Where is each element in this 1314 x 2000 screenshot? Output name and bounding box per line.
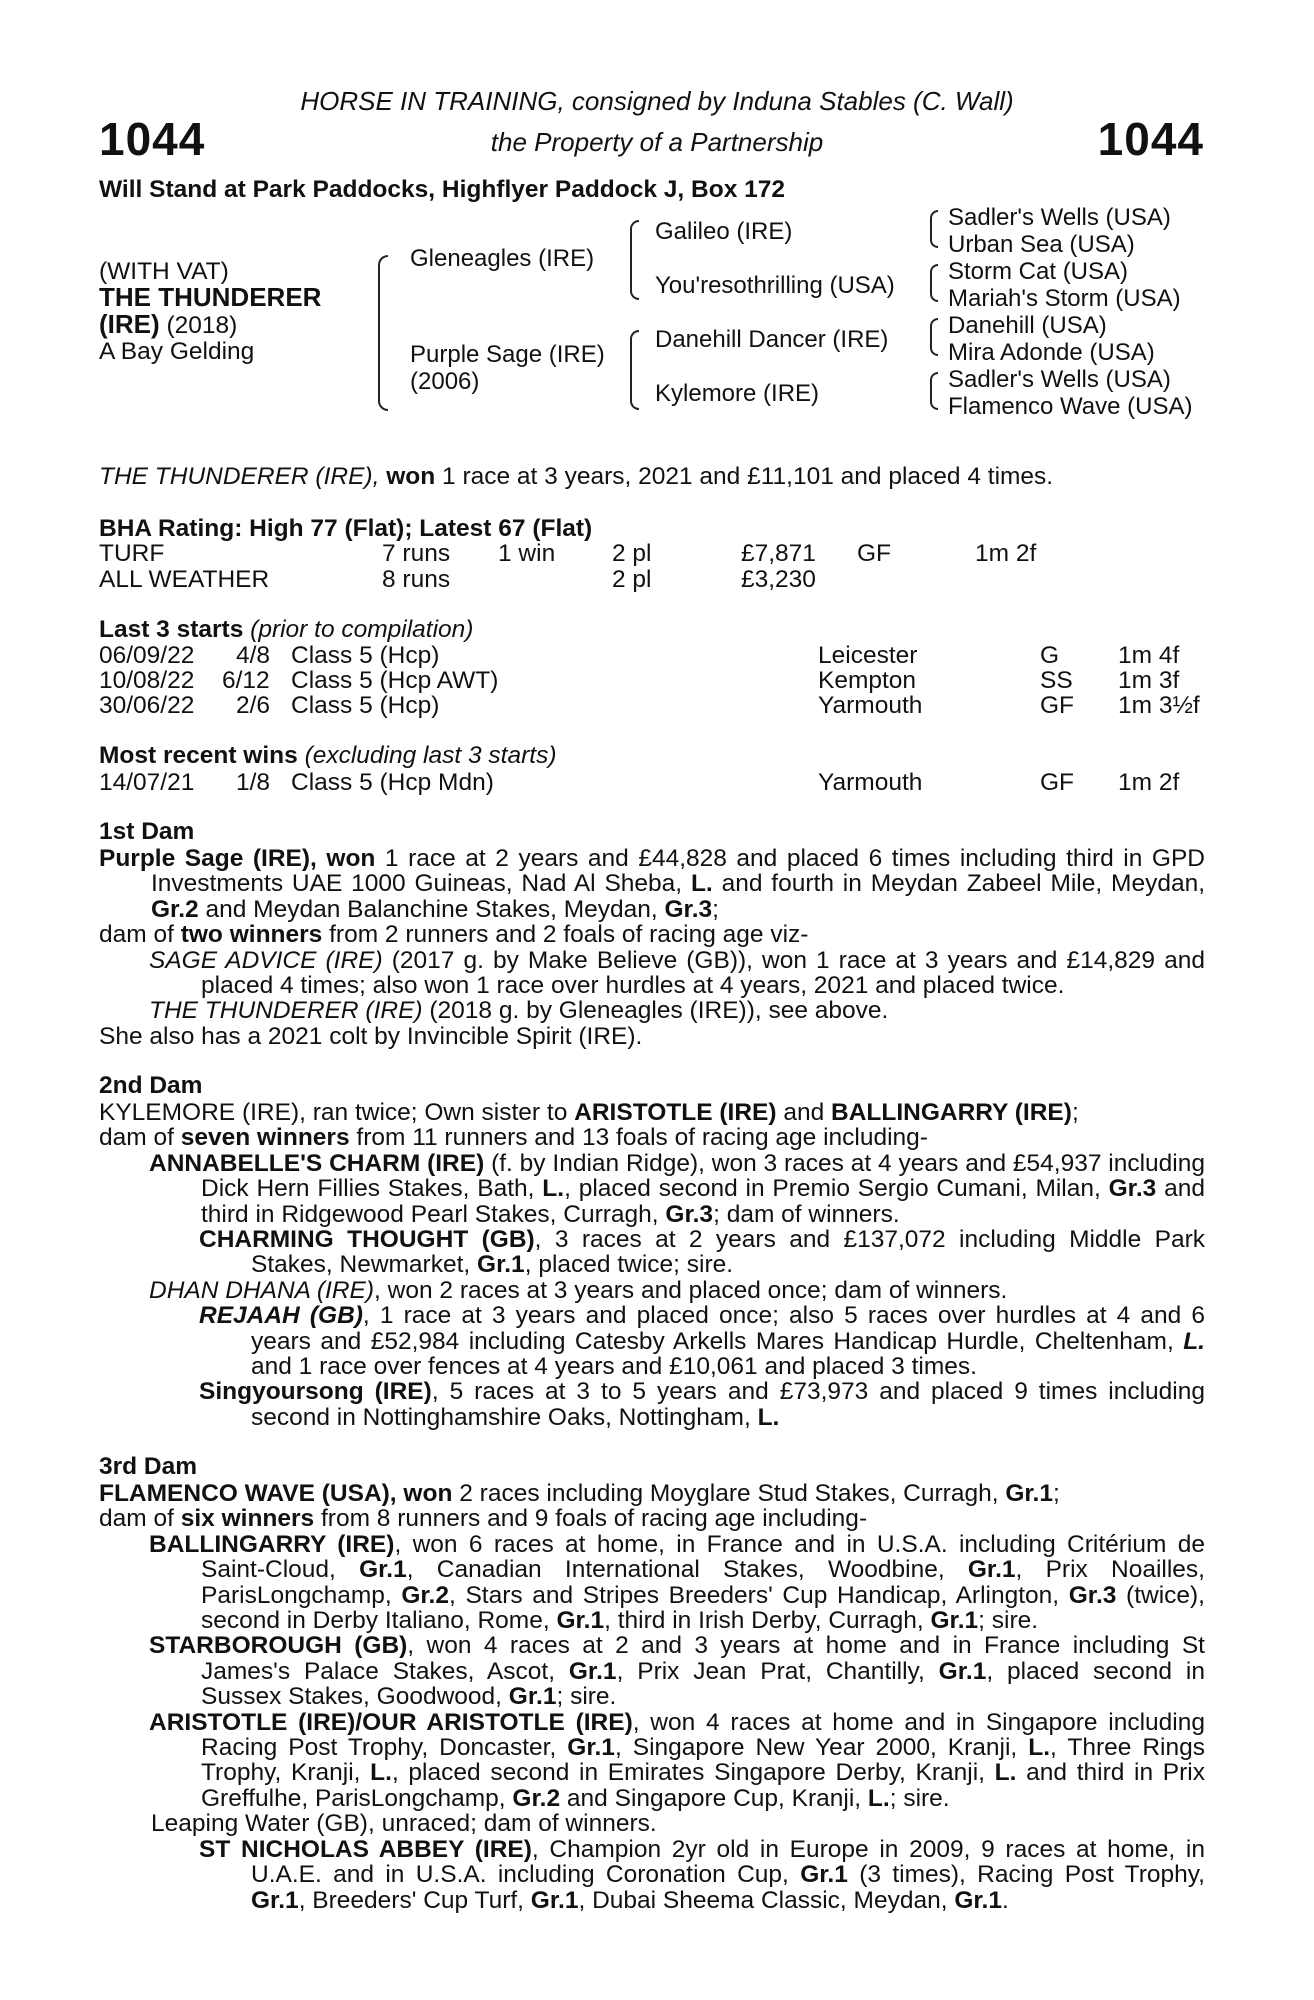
second-dam-record: [99, 1100, 1205, 1125]
text: ; sire.: [978, 1607, 1039, 1635]
pedigree-sire-dam: You'resothrilling (USA): [655, 272, 895, 299]
pedigree-sire: Gleneagles (IRE): [410, 245, 595, 272]
recent-title: Most recent wins: [99, 742, 298, 769]
win-distance: 1m 2f: [1118, 769, 1180, 796]
start-class: Class 5 (Hcp): [291, 642, 440, 669]
horse-origin: [99, 309, 238, 339]
summary-won: won: [386, 463, 436, 490]
group-mark: Gr.2: [151, 895, 199, 923]
rating-heading: BHA Rating: High 77 (Flat); Latest 67 (Flat): [99, 515, 593, 542]
text: and: [776, 1099, 832, 1126]
first-dam-record: [99, 846, 1205, 922]
text: .: [1002, 1886, 1009, 1914]
text: and fourth in Meydan Zabeel Mile, Meydan,: [712, 870, 1205, 898]
produce-name: ANNABELLE'S CHARM (IRE): [149, 1149, 485, 1177]
rating-turf-wins: 1 win: [498, 540, 556, 567]
rating-aw-runs: 8 runs: [382, 566, 451, 593]
group-mark: Gr.1: [568, 1657, 617, 1685]
produce-dhan-dhana: [99, 1278, 1205, 1303]
text: , Dubai Sheema Classic, Meydan,: [578, 1886, 955, 1914]
start-date: 06/09/22: [99, 642, 195, 669]
relative-name: ARISTOTLE (IRE): [574, 1099, 777, 1126]
listed-mark: L.: [757, 1403, 780, 1431]
group-mark: Gr.1: [359, 1556, 407, 1584]
winners-count: six winners: [180, 1505, 315, 1533]
pedigree-sire-sire: Galileo (IRE): [655, 218, 793, 245]
recent-heading: [99, 743, 556, 768]
race-summary: [99, 464, 1053, 489]
produce-name: BALLINGARRY (IRE): [149, 1530, 395, 1558]
group-mark: Gr.1: [251, 1886, 299, 1914]
win-going: GF: [1040, 769, 1075, 796]
start-distance: 1m 4f: [1118, 642, 1180, 669]
start-course: Yarmouth: [818, 692, 923, 719]
text: , 3 races at 2 years and £137,072 including Middle Park Stakes, Newmarket,: [251, 1226, 1205, 1279]
property-line: the Property of a Partnership: [490, 127, 824, 157]
group-mark: Gr.3: [1108, 1175, 1157, 1203]
text: , Canadian International Stakes, Woodbine,: [406, 1556, 968, 1584]
listed-mark: L.: [994, 1759, 1017, 1787]
rating-turf-going: GF: [857, 540, 892, 567]
produce-rejaah: [99, 1303, 1205, 1379]
group-mark: Gr.3: [665, 1200, 714, 1228]
produce-leaping-water: Leaping Water (GB), unraced; dam of winners.: [151, 1810, 657, 1838]
pedigree-dam: Purple Sage (IRE): [410, 341, 605, 368]
text: 2 races including Moyglare Stud Stakes, Curragh,: [452, 1480, 1006, 1507]
pedigree-ggp-7: Sadler's Wells (USA): [948, 366, 1171, 393]
win-course: Yarmouth: [818, 769, 923, 796]
text: , placed twice; sire.: [524, 1251, 734, 1279]
third-dam-record: [99, 1481, 1205, 1506]
start-date: 30/06/22: [99, 692, 195, 719]
text: ;: [1053, 1480, 1060, 1507]
rating-turf-prize: £7,871: [741, 540, 816, 567]
produce-name: ARISTOTLE (IRE)/OUR ARISTOTLE (IRE): [149, 1708, 633, 1736]
text: , placed second in Sussex Stakes, Goodwood,: [201, 1657, 1205, 1711]
horse-name: THE THUNDERER: [99, 282, 322, 312]
pedigree-ggp-4: Mariah's Storm (USA): [948, 285, 1181, 312]
produce-name: ST NICHOLAS ABBEY (IRE): [199, 1835, 532, 1863]
third-dam-section: [99, 1453, 1205, 1913]
recent-note: (excluding last 3 starts): [297, 742, 557, 769]
pedigree-ggp-1: Sadler's Wells (USA): [948, 204, 1171, 231]
group-mark: Gr.1: [508, 1683, 557, 1711]
produce-the-thunderer: [99, 998, 1205, 1023]
pedigree-dam-sire: Danehill Dancer (IRE): [655, 326, 889, 353]
winners-count: seven winners: [180, 1124, 350, 1152]
pedigree-brace-g3: [930, 318, 938, 356]
text: ;: [1071, 1099, 1079, 1126]
start-class: Class 5 (Hcp): [291, 692, 440, 719]
rating-turf-distance: 1m 2f: [975, 540, 1037, 567]
text: 1 race at 2 years and £44,828 and placed 6 times including third in GPD Investments UAE 1000 Guineas, Nad Al Sheba,: [151, 845, 1205, 898]
stand-location: Will Stand at Park Paddocks, Highflyer Paddock J, Box 172: [99, 176, 785, 203]
text: ; sire.: [889, 1784, 950, 1812]
produce-name: Singyoursong (IRE): [199, 1378, 432, 1406]
last3-heading: [99, 617, 473, 642]
pedigree-dam-year: (2006): [410, 368, 480, 395]
second-dam-produce-summary: [99, 1125, 1205, 1150]
group-mark: Gr.1: [567, 1734, 615, 1762]
group-mark: Gr.1: [477, 1251, 525, 1279]
start-going: SS: [1040, 667, 1073, 694]
text: , Prix Jean Prat, Chantilly,: [616, 1657, 939, 1685]
text: (3 times), Racing Post Trophy,: [847, 1861, 1205, 1889]
first-dam-section: [99, 818, 1205, 1049]
group-mark: Gr.2: [401, 1581, 449, 1609]
listed-mark: L.: [1183, 1327, 1205, 1355]
text: and Singapore Cup, Kranji,: [560, 1784, 868, 1812]
last3-title: Last 3 starts: [99, 616, 244, 643]
produce-charming-thought: [99, 1227, 1205, 1278]
start-position: 6/12: [222, 667, 270, 694]
text: , won 4 races at home and in Singapore including Racing Post Trophy, Doncaster,: [201, 1708, 1205, 1762]
consignor-line: HORSE IN TRAINING, consigned by Induna Stables (C. Wall): [300, 86, 1014, 116]
start-distance: 1m 3½f: [1118, 692, 1200, 719]
group-mark: Gr.1: [930, 1607, 979, 1635]
text: ;: [712, 895, 719, 923]
produce-name: CHARMING THOUGHT (GB): [199, 1226, 535, 1254]
last3-note: (prior to compilation): [243, 616, 474, 643]
produce-name: DHAN DHANA (IRE): [149, 1276, 375, 1304]
produce-singyoursong: [99, 1379, 1205, 1430]
start-date: 10/08/22: [99, 667, 195, 694]
text: KYLEMORE (IRE), ran twice; Own sister to: [99, 1099, 575, 1126]
text: and Meydan Balanchine Stakes, Meydan,: [198, 895, 665, 923]
produce-sage-advice: [99, 948, 1205, 999]
produce-st-nicholas-abbey: [99, 1837, 1205, 1913]
text: , placed second in Premio Sergio Cumani, Milan,: [564, 1175, 1109, 1203]
start-course: Leicester: [818, 642, 918, 669]
first-dam-name: Purple Sage (IRE), won: [99, 845, 376, 872]
horse-year: (2018): [159, 312, 238, 339]
pedigree-brace-sire: [630, 220, 639, 300]
text: and third in Ridgewood Pearl Stakes, Curragh,: [201, 1175, 1205, 1228]
pedigree-brace-g1: [930, 210, 938, 248]
text: and 1 race over fences at 4 years and £10,061 and placed 3 times.: [251, 1353, 977, 1381]
third-dam-heading: 3rd Dam: [99, 1453, 198, 1480]
produce-aristotle: [99, 1710, 1205, 1812]
horse-country: (IRE): [99, 309, 160, 339]
listed-mark: L.: [1028, 1734, 1051, 1762]
produce-name: THE THUNDERER (IRE): [149, 997, 423, 1025]
summary-horse-name: THE THUNDERER (IRE),: [99, 463, 380, 490]
group-mark: Gr.3: [1068, 1581, 1117, 1609]
text: from 8 runners and 9 foals of racing age including-: [314, 1505, 868, 1533]
second-dam-heading: 2nd Dam: [99, 1072, 203, 1099]
rating-turf-placed: 2 pl: [612, 540, 652, 567]
win-class: Class 5 (Hcp Mdn): [291, 769, 494, 796]
text: , won 4 races at 2 and 3 years at home and in France including St James's Palace Stakes, Ascot,: [201, 1632, 1205, 1685]
first-dam-heading: 1st Dam: [99, 818, 195, 845]
text: , 5 races at 3 to 5 years and £73,973 and placed 9 times including second in Nottinghamshire Oaks, Nottingham,: [251, 1378, 1205, 1431]
pedigree-brace-g2: [930, 264, 938, 302]
first-dam-produce-summary: [99, 922, 1205, 947]
text: , third in Irish Derby, Curragh,: [604, 1607, 931, 1635]
produce-name: SAGE ADVICE (IRE): [149, 946, 383, 974]
group-mark: Gr.1: [556, 1607, 605, 1635]
relative-name: BALLINGARRY (IRE): [831, 1099, 1072, 1126]
text: , 1 race at 3 years and placed once; also 5 races over hurdles at 4 and 6 years and £52,984 including Catesby Arkells Mares Handicap Hurdle, Cheltenham,: [251, 1302, 1205, 1355]
produce-name: STARBOROUGH (GB): [149, 1632, 408, 1660]
text: from 2 runners and 2 foals of racing age viz-: [322, 921, 809, 949]
text: (2018 g. by Gleneagles (IRE)), see above.: [422, 997, 889, 1025]
rating-turf-surface: TURF: [99, 540, 165, 567]
produce-ballingarry: [99, 1532, 1205, 1634]
group-mark: Gr.1: [530, 1886, 579, 1914]
group-mark: Gr.1: [954, 1886, 1002, 1914]
start-going: GF: [1040, 692, 1075, 719]
lot-number-right: 1044: [1097, 113, 1204, 165]
horse-description: A Bay Gelding: [99, 338, 255, 365]
text: , placed second in Emirates Singapore Derby, Kranji,: [391, 1759, 995, 1787]
text: (2017 g. by Make Believe (GB)), won 1 race at 3 years and £14,829 and placed 4 times; also won 1 race over hurdles at 4 years, 2021 and placed twice.: [201, 946, 1205, 1000]
text: dam of: [99, 1505, 181, 1533]
group-mark: Gr.2: [512, 1784, 561, 1812]
listed-mark: L.: [542, 1175, 565, 1203]
group-mark: Gr.1: [967, 1556, 1016, 1584]
text: , won 2 races at 3 years and placed once; dam of winners.: [374, 1276, 1008, 1304]
second-dam-section: [99, 1072, 1205, 1430]
text: (twice), second in Derby Italiano, Rome,: [201, 1581, 1205, 1635]
pedigree-brace-main: [378, 255, 388, 411]
produce-name: REJAAH (GB): [199, 1302, 363, 1330]
text: ; dam of winners.: [713, 1200, 900, 1228]
text: dam of: [99, 1124, 181, 1152]
first-dam-also: She also has a 2021 colt by Invincible Spirit (IRE).: [99, 1022, 643, 1050]
third-dam-produce-summary: [99, 1506, 1205, 1531]
rating-aw-placed: 2 pl: [612, 566, 652, 593]
pedigree-brace-g4: [930, 372, 938, 410]
text: dam of: [99, 921, 181, 949]
text: , won 6 races at home, in France and in U.S.A. including Critérium de Saint-Cloud,: [201, 1530, 1205, 1584]
win-position: 1/8: [236, 769, 271, 796]
produce-starborough: [99, 1633, 1205, 1709]
start-course: Kempton: [818, 667, 917, 694]
text: , Champion 2yr old in Europe in 2009, 9 races at home, in U.A.E. and in U.S.A. including Coronation Cup,: [251, 1835, 1205, 1889]
group-mark: Gr.1: [938, 1657, 987, 1685]
group-mark: Gr.3: [664, 895, 713, 923]
pedigree-ggp-6: Mira Adonde (USA): [948, 339, 1155, 366]
pedigree-ggp-5: Danehill (USA): [948, 312, 1107, 339]
rating-aw-prize: £3,230: [741, 566, 816, 593]
group-mark: Gr.1: [800, 1861, 848, 1889]
rating-aw-surface: ALL WEATHER: [99, 566, 270, 593]
start-distance: 1m 3f: [1118, 667, 1180, 694]
group-mark: Gr.1: [1005, 1480, 1053, 1507]
text: , Prix Noailles, ParisLongchamp,: [201, 1556, 1205, 1609]
rating-turf-runs: 7 runs: [382, 540, 451, 567]
text: , Stars and Stripes Breeders' Cup Handicap, Arlington,: [449, 1581, 1069, 1609]
text: ; sire.: [556, 1683, 617, 1711]
listed-mark: L.: [370, 1759, 392, 1787]
pedigree-ggp-3: Storm Cat (USA): [948, 258, 1129, 285]
text: , Singapore New Year 2000, Kranji,: [614, 1734, 1029, 1762]
start-class: Class 5 (Hcp AWT): [291, 667, 499, 694]
third-dam-name: FLAMENCO WAVE (USA), won: [99, 1480, 453, 1507]
lot-number-left: 1044: [99, 113, 206, 165]
vat-note: (WITH VAT): [99, 258, 229, 285]
listed-mark: L.: [867, 1784, 890, 1812]
winners-count: two winners: [180, 921, 323, 949]
pedigree-ggp-8: Flamenco Wave (USA): [948, 393, 1193, 420]
text: from 11 runners and 13 foals of racing age including-: [349, 1124, 928, 1152]
summary-record: 1 race at 3 years, 2021 and £11,101 and placed 4 times.: [435, 463, 1054, 490]
text: , Three Rings Trophy, Kranji,: [201, 1734, 1205, 1787]
text: and third in Prix Greffulhe, ParisLongchamp,: [201, 1759, 1205, 1812]
start-going: G: [1040, 642, 1060, 669]
produce-annabelles-charm: [99, 1151, 1205, 1227]
text: (f. by Indian Ridge), won 3 races at 4 years and £54,937 including Dick Hern Fillies Stakes, Bath,: [201, 1149, 1205, 1203]
start-position: 4/8: [236, 642, 271, 669]
pedigree-dam-dam: Kylemore (IRE): [655, 380, 820, 407]
listed-mark: L.: [690, 870, 713, 898]
start-position: 2/6: [236, 692, 271, 719]
win-date: 14/07/21: [99, 769, 195, 796]
text: , Breeders' Cup Turf,: [298, 1886, 531, 1914]
pedigree-ggp-2: Urban Sea (USA): [948, 231, 1135, 258]
pedigree-brace-dam: [630, 330, 639, 410]
